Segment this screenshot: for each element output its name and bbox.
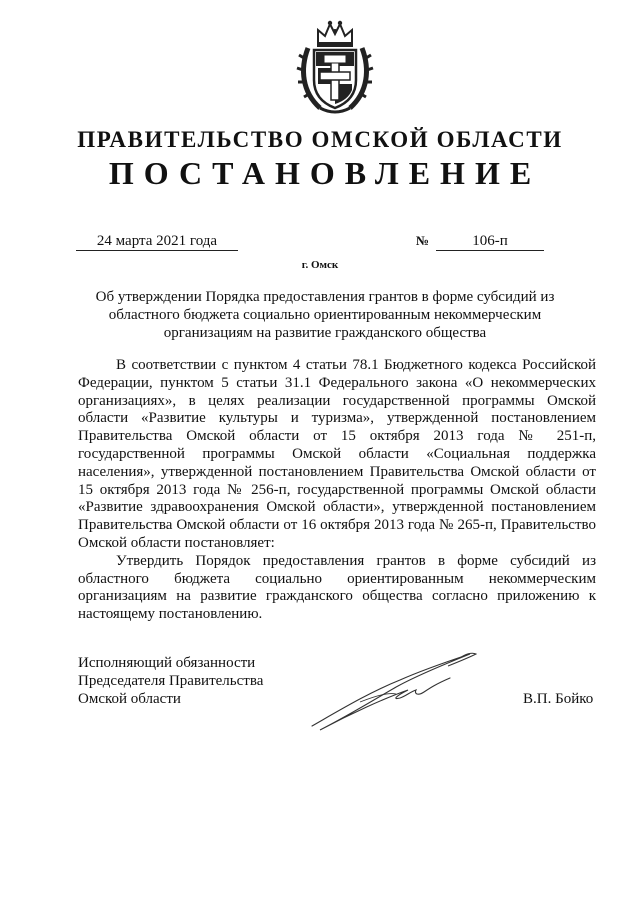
document-number: 106-п [436,232,544,251]
number-sign: № [416,233,430,248]
body-paragraph: В соответствии с пунктом 4 статьи 78.1 Бюджетного кодекса Российской Федерации, пунктом 5 статьи 31.1 Федерального закона «О некоммерческих организациях», в целях реализации государственной программы Омской области «Развитие культуры и туризма», утвержденной постановлением Правительства Омской области от 15 октября 2013 года № 251-п, государственной программы Омской области «Социальная поддержка населения», утвержденной постановлением Правительства Омской области от 15 октября 2013 года № 256-п, государственной программы Омской области «Развитие здравоохранения Омской области», утвержденной постановлением Правительства Омской области от 16 октября 2013 года № 265-п, Правительство Омской области постановляет: [78,357,596,551]
city-label: г. Омск [301,259,339,271]
signatory-position [78,654,263,708]
document-body [78,357,596,624]
signatory-position-line: Председателя Правительства [78,673,264,689]
signatory-name: В.П. Бойко [523,691,594,707]
signatory-position-line: Омской области [78,691,181,707]
omsk-coat-of-arms-icon [292,14,378,118]
handwritten-signature [300,640,500,740]
document-type-title: ПОСТАНОВЛЕНИЕ [108,155,542,191]
document-date: 24 марта 2021 года [76,232,238,251]
signatory-position-line: Исполняющий обязанности [78,655,256,671]
body-paragraph: Утвердить Порядок предоставления грантов в форме субсидий из областного бюджета социально ориентированным некоммерческим организациям на развитие гражданского общества согласно приложению к настоящему постановлению. [78,552,596,623]
document-subject: Об утверждении Порядка предоставления грантов в форме субсидий из областного бюджета социально ориентированным некоммерческим организациям на развитие гражданского общества [95,289,555,341]
government-title: ПРАВИТЕЛЬСТВО ОМСКОЙ ОБЛАСТИ [77,127,563,152]
